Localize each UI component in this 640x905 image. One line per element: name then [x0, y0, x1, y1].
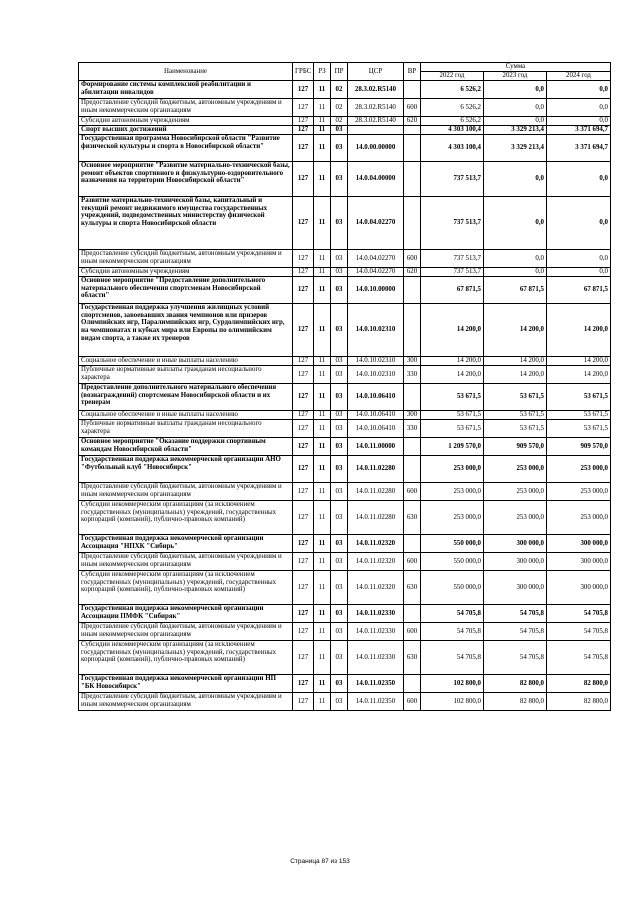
row-pr-cell: 02 [331, 81, 348, 99]
row-csr-cell: 28.3.02.R5140 [348, 99, 404, 117]
row-value-2024-cell: 53 671,5 [547, 420, 611, 438]
row-value-2023-cell: 3 329 213,4 [484, 135, 547, 162]
row-vr-cell [404, 135, 421, 162]
table-row [79, 483, 611, 501]
row-vr-cell: 630 [404, 641, 421, 675]
row-value-2024-cell: 3 371 694,7 [547, 135, 611, 162]
row-name-cell: Государственная поддержка некоммерческой организации Ассоциации ПМФК "Сибиряк" [79, 605, 293, 623]
row-value-2023-cell: 0,0 [484, 81, 547, 99]
row-grbs-cell: 127 [293, 384, 314, 411]
row-value-2022-cell: 4 303 100,4 [421, 135, 484, 162]
row-pr-cell: 03 [331, 357, 348, 366]
row-name-cell: Предоставление дополнительного материального обеспечения (вознаграждений) спортсменам Новосибирской области и их тренерам [79, 384, 293, 411]
row-value-2024-cell: 14 200,0 [547, 366, 611, 384]
row-csr-cell: 14.0.11.02330 [348, 641, 404, 675]
row-pr-cell: 03 [331, 483, 348, 501]
row-vr-cell [404, 675, 421, 693]
row-vr-cell: 620 [404, 268, 421, 277]
row-value-2024-cell: 300 000,0 [547, 571, 611, 605]
row-rz-cell: 11 [314, 366, 331, 384]
row-value-2024-cell: 0,0 [547, 268, 611, 277]
row-vr-cell: 600 [404, 99, 421, 117]
row-grbs-cell: 127 [293, 99, 314, 117]
row-vr-cell: 630 [404, 501, 421, 535]
table-row [79, 135, 611, 162]
table-row [79, 553, 611, 571]
row-grbs-cell: 127 [293, 304, 314, 357]
row-value-2022-cell: 14 200,0 [421, 366, 484, 384]
table-row [79, 693, 611, 711]
row-csr-cell: 14.0.11.02280 [348, 501, 404, 535]
row-value-2023-cell: 0,0 [484, 117, 547, 126]
row-vr-cell [404, 535, 421, 553]
page-footer: Страница 87 из 153 [290, 858, 350, 865]
table-row [79, 571, 611, 605]
row-name-cell: Предоставление субсидий бюджетным, автономным учреждениям и иным некоммерческим организациям [79, 693, 293, 711]
row-rz-cell: 11 [314, 357, 331, 366]
row-rz-cell: 11 [314, 99, 331, 117]
row-csr-cell: 14.0.10.02310 [348, 304, 404, 357]
row-csr-cell: 14.0.11.02280 [348, 456, 404, 483]
header-csr: ЦСР [348, 63, 404, 81]
row-value-2024-cell: 0,0 [547, 117, 611, 126]
row-csr-cell: 14.0.04.02270 [348, 268, 404, 277]
row-name-cell: Субсидии автономным учреждениям [79, 117, 293, 126]
table-row [79, 384, 611, 411]
row-vr-cell: 600 [404, 553, 421, 571]
row-grbs-cell: 127 [293, 411, 314, 420]
row-value-2024-cell: 0,0 [547, 99, 611, 117]
row-value-2024-cell: 54 705,8 [547, 623, 611, 641]
row-value-2023-cell: 300 000,0 [484, 571, 547, 605]
row-vr-cell: 330 [404, 420, 421, 438]
table-row [79, 304, 611, 357]
row-pr-cell: 03 [331, 420, 348, 438]
row-csr-cell: 14.0.11.02350 [348, 693, 404, 711]
row-name-cell: Предоставление субсидий бюджетным, автономным учреждениям и иным некоммерческим организациям [79, 553, 293, 571]
row-pr-cell: 03 [331, 250, 348, 268]
row-rz-cell: 11 [314, 197, 331, 250]
row-vr-cell [404, 438, 421, 456]
row-pr-cell: 03 [331, 197, 348, 250]
row-value-2023-cell: 253 000,0 [484, 483, 547, 501]
row-grbs-cell: 127 [293, 357, 314, 366]
row-vr-cell: 300 [404, 357, 421, 366]
table-row [79, 501, 611, 535]
row-vr-cell [404, 162, 421, 197]
table-header [79, 63, 611, 81]
row-name-cell: Формирование системы комплексной реабилитации и абилитации инвалидов [79, 81, 293, 99]
row-value-2022-cell: 54 705,8 [421, 605, 484, 623]
row-csr-cell: 14.0.11.02330 [348, 623, 404, 641]
row-grbs-cell: 127 [293, 693, 314, 711]
row-value-2023-cell: 253 000,0 [484, 501, 547, 535]
row-vr-cell [404, 197, 421, 250]
row-rz-cell: 11 [314, 553, 331, 571]
row-pr-cell: 03 [331, 641, 348, 675]
row-vr-cell: 600 [404, 250, 421, 268]
row-value-2022-cell: 550 000,0 [421, 553, 484, 571]
row-value-2023-cell: 14 200,0 [484, 357, 547, 366]
row-value-2024-cell: 54 705,8 [547, 641, 611, 675]
row-vr-cell: 600 [404, 623, 421, 641]
row-grbs-cell: 127 [293, 501, 314, 535]
row-pr-cell: 03 [331, 675, 348, 693]
row-value-2022-cell: 53 671,5 [421, 384, 484, 411]
row-value-2023-cell: 0,0 [484, 197, 547, 250]
row-value-2024-cell: 14 200,0 [547, 304, 611, 357]
row-rz-cell: 11 [314, 693, 331, 711]
row-value-2022-cell: 14 200,0 [421, 304, 484, 357]
row-value-2024-cell: 14 200,0 [547, 357, 611, 366]
row-grbs-cell: 127 [293, 420, 314, 438]
row-value-2022-cell: 67 871,5 [421, 277, 484, 304]
row-grbs-cell: 127 [293, 117, 314, 126]
row-grbs-cell: 127 [293, 535, 314, 553]
row-value-2023-cell: 82 800,0 [484, 693, 547, 711]
row-value-2023-cell: 0,0 [484, 99, 547, 117]
row-rz-cell: 11 [314, 277, 331, 304]
row-vr-cell: 620 [404, 117, 421, 126]
row-rz-cell: 11 [314, 641, 331, 675]
row-pr-cell: 02 [331, 99, 348, 117]
row-grbs-cell: 127 [293, 553, 314, 571]
row-vr-cell [404, 384, 421, 411]
row-csr-cell: 14.0.04.02270 [348, 197, 404, 250]
row-grbs-cell: 127 [293, 483, 314, 501]
row-value-2022-cell: 54 705,8 [421, 641, 484, 675]
header-vr: ВР [404, 63, 421, 81]
row-vr-cell: 600 [404, 693, 421, 711]
row-csr-cell: 14.0.11.02320 [348, 553, 404, 571]
table-row [79, 623, 611, 641]
row-grbs-cell: 127 [293, 197, 314, 250]
row-value-2022-cell: 737 513,7 [421, 162, 484, 197]
table-row [79, 81, 611, 99]
row-grbs-cell: 127 [293, 366, 314, 384]
row-grbs-cell: 127 [293, 456, 314, 483]
row-value-2023-cell: 14 200,0 [484, 366, 547, 384]
table-row [79, 250, 611, 268]
row-name-cell: Спорт высших достижений [79, 126, 293, 135]
row-value-2022-cell: 102 800,0 [421, 693, 484, 711]
row-value-2022-cell: 737 513,7 [421, 250, 484, 268]
row-grbs-cell: 127 [293, 250, 314, 268]
table-row [79, 197, 611, 250]
row-rz-cell: 11 [314, 304, 331, 357]
row-value-2023-cell: 53 671,5 [484, 384, 547, 411]
row-value-2024-cell: 54 705,8 [547, 605, 611, 623]
row-pr-cell: 03 [331, 366, 348, 384]
row-name-cell: Государственная поддержка некоммерческой организации АНО "Футбольный клуб "Новосибирск" [79, 456, 293, 483]
row-vr-cell [404, 456, 421, 483]
header-name: Наименование [79, 63, 293, 81]
row-csr-cell: 14.0.11.02350 [348, 675, 404, 693]
row-grbs-cell: 127 [293, 605, 314, 623]
row-value-2023-cell: 53 671,5 [484, 411, 547, 420]
table-row [79, 366, 611, 384]
row-value-2022-cell: 102 800,0 [421, 675, 484, 693]
row-name-cell: Основное мероприятие "Оказание поддержки спортивным командам Новосибирской области" [79, 438, 293, 456]
table-row [79, 641, 611, 675]
row-value-2023-cell: 54 705,8 [484, 623, 547, 641]
row-name-cell: Предоставление субсидий бюджетным, автономным учреждениям и иным некоммерческим организациям [79, 483, 293, 501]
row-value-2022-cell: 253 000,0 [421, 483, 484, 501]
row-name-cell: Субсидии некоммерческим организациям (за исключением государственных (муниципальных) учреждений, государственных корпораций (компаний), публично-правовых компаний) [79, 641, 293, 675]
row-value-2024-cell: 82 800,0 [547, 675, 611, 693]
row-grbs-cell: 127 [293, 268, 314, 277]
row-value-2022-cell: 6 526,2 [421, 117, 484, 126]
row-value-2024-cell: 253 000,0 [547, 501, 611, 535]
row-csr-cell [348, 126, 404, 135]
row-name-cell: Публичные нормативные выплаты гражданам несоциального характера [79, 366, 293, 384]
row-pr-cell: 03 [331, 304, 348, 357]
row-pr-cell: 03 [331, 126, 348, 135]
table-row [79, 117, 611, 126]
row-rz-cell: 11 [314, 535, 331, 553]
row-vr-cell: 330 [404, 366, 421, 384]
row-grbs-cell: 127 [293, 126, 314, 135]
row-rz-cell: 11 [314, 162, 331, 197]
row-rz-cell: 11 [314, 117, 331, 126]
row-name-cell: Государственная поддержка некоммерческой организации НП "БК Новосибирск" [79, 675, 293, 693]
row-pr-cell: 03 [331, 501, 348, 535]
row-value-2022-cell: 53 671,5 [421, 420, 484, 438]
row-pr-cell: 03 [331, 605, 348, 623]
budget-table-container [78, 62, 610, 711]
table-row [79, 411, 611, 420]
table-row [79, 456, 611, 483]
row-pr-cell: 03 [331, 135, 348, 162]
row-pr-cell: 03 [331, 693, 348, 711]
row-csr-cell: 14.0.11.02330 [348, 605, 404, 623]
row-value-2022-cell: 737 513,7 [421, 197, 484, 250]
row-value-2024-cell: 53 671,5 [547, 384, 611, 411]
row-name-cell: Основное мероприятие "Предоставление дополнительного материального обеспечения спортсменам Новосибирской области" [79, 277, 293, 304]
row-value-2024-cell: 53 671,5 [547, 411, 611, 420]
row-pr-cell: 03 [331, 553, 348, 571]
row-value-2023-cell: 3 329 213,4 [484, 126, 547, 135]
table-row [79, 126, 611, 135]
row-vr-cell: 300 [404, 411, 421, 420]
row-value-2022-cell: 737 513,7 [421, 268, 484, 277]
row-rz-cell: 11 [314, 571, 331, 605]
row-grbs-cell: 127 [293, 438, 314, 456]
row-value-2023-cell: 14 200,0 [484, 304, 547, 357]
row-grbs-cell: 127 [293, 162, 314, 197]
row-csr-cell: 14.0.10.00000 [348, 277, 404, 304]
header-year-2023: 2023 год [484, 72, 547, 81]
row-csr-cell: 28.3.02.R5140 [348, 117, 404, 126]
row-value-2024-cell: 82 800,0 [547, 693, 611, 711]
row-rz-cell: 11 [314, 135, 331, 162]
table-row [79, 438, 611, 456]
row-value-2024-cell: 300 000,0 [547, 553, 611, 571]
row-csr-cell: 14.0.11.00000 [348, 438, 404, 456]
row-value-2022-cell: 550 000,0 [421, 571, 484, 605]
row-pr-cell: 03 [331, 411, 348, 420]
row-rz-cell: 11 [314, 250, 331, 268]
row-pr-cell: 03 [331, 268, 348, 277]
budget-table [78, 62, 611, 711]
row-value-2022-cell: 6 526,2 [421, 81, 484, 99]
row-value-2024-cell: 0,0 [547, 250, 611, 268]
table-row [79, 268, 611, 277]
row-value-2023-cell: 53 671,5 [484, 420, 547, 438]
row-name-cell: Государственная поддержка некоммерческой организации Ассоциация "НПХК "Сибирь" [79, 535, 293, 553]
table-row [79, 420, 611, 438]
row-pr-cell: 03 [331, 571, 348, 605]
header-sum: Сумма [421, 63, 611, 72]
row-name-cell: Субсидии некоммерческим организациям (за исключением государственных (муниципальных) учреждений, государственных корпораций (компаний), публично-правовых компаний) [79, 571, 293, 605]
table-row [79, 277, 611, 304]
row-csr-cell: 14.0.11.02280 [348, 483, 404, 501]
row-rz-cell: 11 [314, 420, 331, 438]
row-rz-cell: 11 [314, 81, 331, 99]
row-csr-cell: 14.0.10.06410 [348, 411, 404, 420]
row-csr-cell: 14.0.10.02310 [348, 366, 404, 384]
row-name-cell: Субсидии автономным учреждениям [79, 268, 293, 277]
row-rz-cell: 11 [314, 126, 331, 135]
row-name-cell: Предоставление субсидий бюджетным, автономным учреждениям и иным некоммерческим организациям [79, 623, 293, 641]
row-vr-cell: 630 [404, 571, 421, 605]
row-csr-cell: 14.0.11.02320 [348, 571, 404, 605]
header-pr: ПР [331, 63, 348, 81]
row-csr-cell: 14.0.11.02320 [348, 535, 404, 553]
row-value-2023-cell: 253 000,0 [484, 456, 547, 483]
table-row [79, 535, 611, 553]
row-pr-cell: 03 [331, 438, 348, 456]
table-row [79, 162, 611, 197]
row-name-cell: Публичные нормативные выплаты гражданам несоциального характера [79, 420, 293, 438]
row-rz-cell: 11 [314, 501, 331, 535]
row-csr-cell: 14.0.10.06410 [348, 384, 404, 411]
row-rz-cell: 11 [314, 605, 331, 623]
table-row [79, 357, 611, 366]
row-rz-cell: 11 [314, 268, 331, 277]
row-value-2024-cell: 253 000,0 [547, 456, 611, 483]
row-value-2024-cell: 67 871,5 [547, 277, 611, 304]
row-vr-cell [404, 304, 421, 357]
row-name-cell: Государственная программа Новосибирской области "Развитие физической культуры и спорта в Новосибирской области" [79, 135, 293, 162]
row-value-2023-cell: 0,0 [484, 250, 547, 268]
row-value-2024-cell: 909 570,0 [547, 438, 611, 456]
row-csr-cell: 14.0.00.00000 [348, 135, 404, 162]
row-vr-cell [404, 277, 421, 304]
row-name-cell: Предоставление субсидий бюджетным, автономным учреждениям и иным некоммерческим организациям [79, 99, 293, 117]
row-value-2023-cell: 0,0 [484, 162, 547, 197]
row-grbs-cell: 127 [293, 135, 314, 162]
table-row [79, 99, 611, 117]
row-rz-cell: 11 [314, 456, 331, 483]
row-name-cell: Социальное обеспечение и иные выплаты населению [79, 357, 293, 366]
table-row [79, 605, 611, 623]
row-csr-cell: 14.0.04.00000 [348, 162, 404, 197]
row-value-2023-cell: 54 705,8 [484, 641, 547, 675]
row-value-2024-cell: 0,0 [547, 162, 611, 197]
row-rz-cell: 11 [314, 438, 331, 456]
row-value-2023-cell: 300 000,0 [484, 553, 547, 571]
row-value-2022-cell: 1 209 570,0 [421, 438, 484, 456]
row-csr-cell: 28.3.02.R5140 [348, 81, 404, 99]
row-value-2022-cell: 253 000,0 [421, 501, 484, 535]
row-rz-cell: 11 [314, 675, 331, 693]
row-value-2024-cell: 253 000,0 [547, 483, 611, 501]
row-pr-cell: 02 [331, 117, 348, 126]
row-value-2022-cell: 550 000,0 [421, 535, 484, 553]
header-year-2024: 2024 год [547, 72, 611, 81]
row-rz-cell: 11 [314, 623, 331, 641]
row-value-2022-cell: 6 526,2 [421, 99, 484, 117]
row-grbs-cell: 127 [293, 81, 314, 99]
row-grbs-cell: 127 [293, 623, 314, 641]
row-grbs-cell: 127 [293, 641, 314, 675]
row-value-2022-cell: 14 200,0 [421, 357, 484, 366]
row-value-2022-cell: 54 705,8 [421, 623, 484, 641]
row-value-2024-cell: 3 371 694,7 [547, 126, 611, 135]
row-csr-cell: 14.0.04.02270 [348, 250, 404, 268]
row-pr-cell: 03 [331, 456, 348, 483]
row-value-2023-cell: 909 570,0 [484, 438, 547, 456]
table-body [79, 81, 611, 711]
row-csr-cell: 14.0.10.02310 [348, 357, 404, 366]
row-value-2022-cell: 4 303 100,4 [421, 126, 484, 135]
row-name-cell: Развитие материально-технической базы, капитальный и текущий ремонт недвижимого имущества государственных учреждений, подведомственных министерству физической культуры и спорта Новосибирской области [79, 197, 293, 250]
header-grbs: ГРБС [293, 63, 314, 81]
row-value-2024-cell: 0,0 [547, 197, 611, 250]
row-pr-cell: 03 [331, 384, 348, 411]
row-rz-cell: 11 [314, 411, 331, 420]
row-value-2023-cell: 0,0 [484, 268, 547, 277]
row-value-2023-cell: 82 800,0 [484, 675, 547, 693]
row-grbs-cell: 127 [293, 675, 314, 693]
row-rz-cell: 11 [314, 483, 331, 501]
row-csr-cell: 14.0.10.06410 [348, 420, 404, 438]
table-row [79, 675, 611, 693]
row-name-cell: Предоставление субсидий бюджетным, автономным учреждениям и иным некоммерческим организациям [79, 250, 293, 268]
header-rz: РЗ [314, 63, 331, 81]
row-value-2022-cell: 53 671,5 [421, 411, 484, 420]
row-name-cell: Социальное обеспечение и иные выплаты населению [79, 411, 293, 420]
row-vr-cell [404, 605, 421, 623]
row-pr-cell: 03 [331, 535, 348, 553]
row-value-2024-cell: 0,0 [547, 81, 611, 99]
row-grbs-cell: 127 [293, 571, 314, 605]
row-value-2023-cell: 54 705,8 [484, 605, 547, 623]
row-vr-cell [404, 81, 421, 99]
row-rz-cell: 11 [314, 384, 331, 411]
row-grbs-cell: 127 [293, 277, 314, 304]
row-value-2023-cell: 300 000,0 [484, 535, 547, 553]
row-name-cell: Государственная поддержка улучшения жилищных условий спортсменов, завоевавших звания чемпионов или призеров Олимпийских игр, Паралимпийских игр, Сурдолимпийских игр, на чемпионатах и кубках мира или Европы по олимпийским видам спорта, а также их тренеров [79, 304, 293, 357]
row-name-cell: Субсидии некоммерческим организациям (за исключением государственных (муниципальных) учреждений, государственных корпораций (компаний), публично-правовых компаний) [79, 501, 293, 535]
row-pr-cell: 03 [331, 623, 348, 641]
row-value-2024-cell: 300 000,0 [547, 535, 611, 553]
row-pr-cell: 03 [331, 162, 348, 197]
row-name-cell: Основное мероприятие "Развитие материально-технической базы, ремонт объектов спортивного и физкультурно-оздоровительного назначения на территории Новосибирской области" [79, 162, 293, 197]
header-year-2022: 2022 год [421, 72, 484, 81]
row-value-2023-cell: 67 871,5 [484, 277, 547, 304]
row-pr-cell: 03 [331, 277, 348, 304]
row-vr-cell: 600 [404, 483, 421, 501]
row-vr-cell [404, 126, 421, 135]
row-value-2022-cell: 253 000,0 [421, 456, 484, 483]
